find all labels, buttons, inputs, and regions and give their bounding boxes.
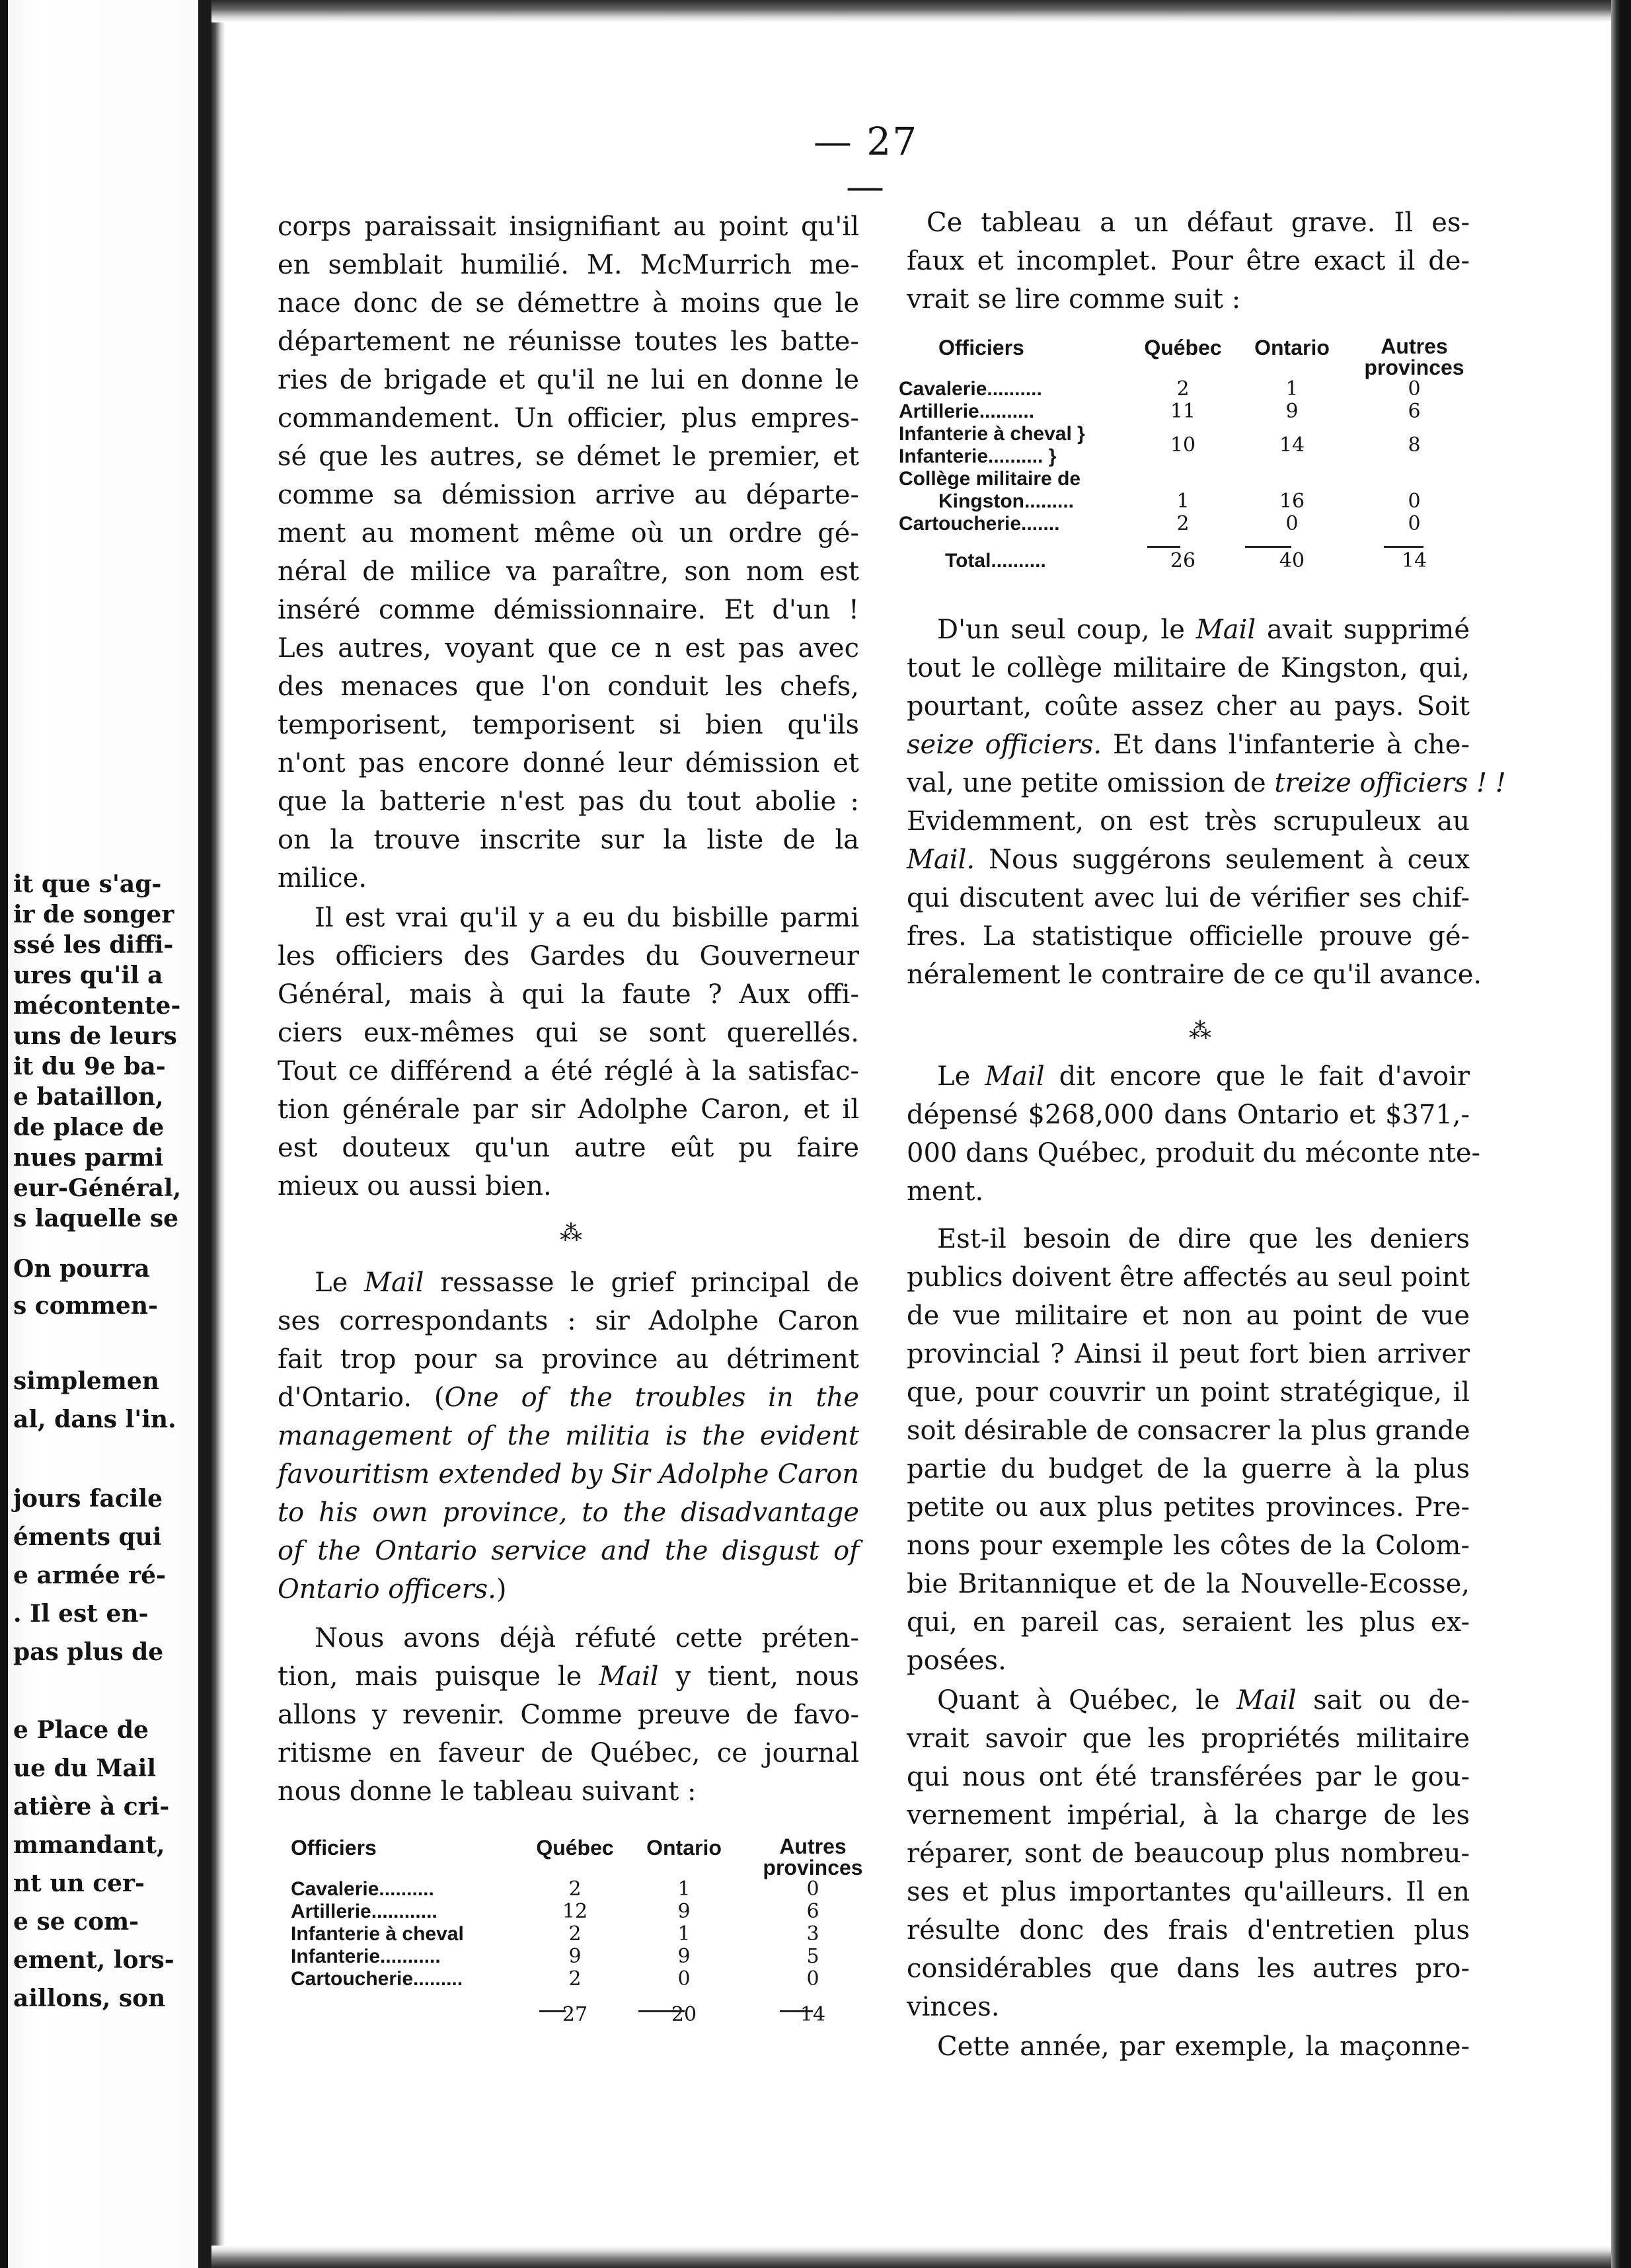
text-line: est douteux qu'un autre eût pu faire — [278, 1133, 859, 1163]
text-line: fres. La statistique officielle prouve gé- — [907, 921, 1470, 952]
text-line: bie Britannique et de la Nouvelle-Ecosse, — [907, 1569, 1470, 1599]
text-line: que la batterie n'est pas du tout abolie : — [278, 786, 859, 817]
text-line: vrait savoir que les propriétés militaire — [907, 1723, 1470, 1754]
cell: 1 — [677, 1922, 691, 1946]
prev-line: s commen- — [13, 1292, 158, 1320]
scan-top-edge — [211, 0, 1626, 22]
text-line: faux et incomplet. Pour être exact il de- — [907, 246, 1470, 276]
text-line: en semblait humilié. M. McMurrich me- — [278, 250, 859, 280]
row-label: Total.......... — [945, 550, 1046, 572]
column-header: Officiers — [938, 336, 1024, 359]
row-label: Collège militaire de — [899, 468, 1081, 490]
text-line: corps paraissait insignifiant au point qu'il — [278, 211, 859, 242]
text-line: 000 dans Québec, produit du méconte nte- — [907, 1138, 1481, 1168]
prev-line: s laquelle se — [13, 1205, 179, 1232]
text-line: les officiers des Gardes du Gouverneur — [278, 941, 859, 971]
cell: 14 — [1401, 549, 1427, 572]
prev-line: nues parmi — [13, 1144, 164, 1172]
total-rule — [539, 2010, 566, 2012]
text-line: que, pour couvrir un point stratégique, il — [907, 1377, 1470, 1408]
prev-line: ures qu'il a — [13, 962, 163, 989]
prev-line: simplemen — [13, 1367, 159, 1395]
text-line: nace donc de se démettre à moins que le — [278, 288, 859, 319]
cell — [1236, 468, 1348, 490]
total-rule — [1245, 546, 1291, 548]
cell: 16 — [1279, 490, 1305, 513]
text-line: posées. — [907, 1645, 1006, 1676]
prev-line: de place de — [13, 1114, 165, 1141]
table-row — [291, 1946, 886, 1968]
text-line: qui, en pareil cas, seraient les plus ex- — [907, 1607, 1470, 1638]
prev-line: al, dans l'in. — [13, 1406, 176, 1433]
cell: 6 — [806, 1900, 819, 1923]
text-line: of the Ontario service and the disgust of — [278, 1536, 859, 1566]
cell: 0 — [1285, 512, 1299, 535]
scan-right-edge — [1611, 0, 1631, 2268]
total-rule — [638, 2010, 685, 2012]
cell: 5 — [806, 1945, 819, 1968]
table-row — [291, 1923, 886, 1946]
prev-line: e se com- — [13, 1908, 139, 1936]
text-line: tout le collège militaire de Kingston, qui, — [907, 653, 1470, 683]
text-line: management of the militia is the evident — [278, 1421, 859, 1451]
text-line: vrait se lire comme suit : — [907, 284, 1241, 315]
column-header: Ontario — [1254, 336, 1330, 359]
text-line: ries de brigade et qu'il ne lui en donne le — [278, 365, 859, 395]
cell: 2 — [568, 1877, 582, 1901]
text-line: D'un seul coup, le Mail avait supprimé — [937, 615, 1470, 645]
table-total-row — [899, 550, 1480, 572]
text-line: considérables que dans les autres pro- — [907, 1953, 1470, 1984]
prev-line: mmandant, — [13, 1831, 165, 1859]
prev-line: ue du Mail — [13, 1755, 157, 1782]
text-line: inséré comme démissionnaire. Et d'un ! — [278, 595, 859, 625]
scan-bottom-edge — [211, 2246, 1626, 2268]
cell: 9 — [677, 1945, 691, 1968]
cell: 9 — [1285, 400, 1299, 423]
text-line: ment. — [907, 1176, 984, 1207]
prev-line: uns de leurs — [13, 1022, 177, 1050]
text-line: Il est vrai qu'il y a eu du bisbille parmi — [315, 903, 859, 933]
table-row — [291, 1968, 886, 1990]
prev-line: On pourra — [13, 1255, 150, 1283]
text-line: ses correspondants : sir Adolphe Caron — [278, 1306, 859, 1336]
text-line: seize officiers. Et dans l'infanterie à che- — [907, 730, 1470, 760]
cell: 9 — [568, 1945, 582, 1968]
table-row — [899, 378, 1480, 400]
text-line: on la trouve inscrite sur la liste de la — [278, 825, 859, 855]
prev-line: jours facile — [13, 1485, 163, 1513]
table-mail — [291, 1836, 886, 2026]
text-line: Général, mais à qui la faute ? Aux offi- — [278, 979, 859, 1010]
text-line: mieux ou aussi bien. — [278, 1171, 552, 1201]
text-line: Quant à Québec, le Mail sait ou de- — [937, 1685, 1470, 1716]
table-corrected — [899, 336, 1480, 572]
text-line: Nous avons déjà réfuté cette préten- — [315, 1623, 859, 1653]
prev-line: e Place de — [13, 1716, 149, 1744]
row-label: Cartoucherie......... — [291, 1968, 463, 1990]
text-line: fait trop pour sa province au détriment — [278, 1344, 859, 1375]
section-separator: ⁂ — [560, 1220, 582, 1246]
prev-line: e armée ré- — [13, 1562, 166, 1589]
text-line: des menaces que l'on conduit les chefs, — [278, 671, 859, 702]
text-line: tion, mais puisque le Mail y tient, nous — [278, 1661, 859, 1692]
column-header: Autres provinces — [1364, 334, 1464, 379]
cell: 12 — [562, 1900, 588, 1923]
book-gutter — [198, 0, 225, 2268]
row-label: Cavalerie.......... — [291, 1878, 434, 1900]
cell: 2 — [568, 1967, 582, 1990]
table-header-row — [291, 1836, 886, 1878]
cell: 14 — [800, 2003, 826, 2026]
prev-line: mécontente- — [13, 992, 181, 1020]
text-line: Mail. Nous suggérons seulement à ceux — [907, 845, 1470, 875]
cell: 40 — [1279, 549, 1305, 572]
text-line: Est-il besoin de dire que les deniers — [937, 1224, 1470, 1254]
text-line: ciers eux-mêmes qui se sont querellés. — [278, 1018, 859, 1048]
prev-line: ir de songer — [13, 901, 174, 928]
total-rule — [1384, 546, 1423, 548]
column-header: Québec — [536, 1836, 614, 1860]
row-label: Kingston......... — [938, 490, 1074, 512]
text-line: qui nous ont été transférées par le gou- — [907, 1762, 1470, 1792]
text-line: milice. — [278, 863, 367, 893]
cell: 6 — [1408, 400, 1421, 423]
text-line: ritisme en faveur de Québec, ce journal — [278, 1738, 859, 1768]
table-header-row — [899, 336, 1480, 378]
text-line: Tout ce différend a été réglé à la satisfac- — [278, 1056, 859, 1086]
text-line: comme sa démission arrive au départe- — [278, 480, 859, 510]
cell: 0 — [806, 1967, 819, 1990]
cell — [1348, 468, 1480, 490]
text-line: réparer, sont de beaucoup plus nombreu- — [907, 1838, 1470, 1869]
cell: 1 — [1176, 490, 1190, 513]
total-rule — [1147, 546, 1180, 548]
scan-left-edge — [0, 0, 8, 2268]
row-label: Infanterie à cheval — [291, 1923, 464, 1945]
text-line: Ontario officers.) — [278, 1574, 507, 1605]
text-line: partie du budget de la guerre à la plus — [907, 1454, 1470, 1484]
text-line: pourtant, coûte assez cher au pays. Soit — [907, 691, 1470, 722]
text-line: de vue militaire et non au point de vue — [907, 1301, 1470, 1331]
text-line: Ce tableau a un défaut grave. Il es- — [927, 208, 1470, 238]
cell: 26 — [1170, 549, 1196, 572]
text-line: Cette année, par exemple, la maçonne- — [937, 2031, 1470, 2062]
cell: 14 — [1279, 434, 1305, 457]
text-line: val, une petite omission de treize officiers ! ! — [907, 768, 1506, 798]
prev-line: atière à cri- — [13, 1793, 170, 1821]
cell: 0 — [806, 1877, 819, 1901]
prev-line: it que s'ag- — [13, 870, 162, 898]
cell: 1 — [677, 1877, 691, 1901]
table-row — [899, 423, 1480, 445]
cell: 10 — [1170, 434, 1196, 457]
table-total-row — [291, 2004, 886, 2026]
cell: 3 — [806, 1922, 819, 1946]
row-label: Cartoucherie....... — [899, 513, 1060, 535]
table-row — [899, 468, 1480, 490]
cell: 0 — [1408, 377, 1421, 400]
text-line: dépensé $268,000 dans Ontario et $371,- — [907, 1100, 1470, 1130]
cell: 0 — [1408, 512, 1421, 535]
prev-line: e bataillon, — [13, 1083, 164, 1111]
text-line: tion générale par sir Adolphe Caron, et il — [278, 1094, 859, 1125]
table-row — [291, 1878, 886, 1901]
cell: 0 — [1408, 490, 1421, 513]
row-label: Cavalerie.......... — [899, 378, 1042, 400]
text-line: nous donne le tableau suivant : — [278, 1776, 697, 1807]
table-row — [899, 490, 1480, 513]
text-line: provincial ? Ainsi il peut fort bien arriver — [907, 1339, 1470, 1369]
cell: 2 — [1176, 512, 1190, 535]
text-line: résulte donc des frais d'entretien plus — [907, 1915, 1470, 1946]
text-line: département ne réunisse toutes les batte- — [278, 326, 859, 357]
section-separator: ⁂ — [1189, 1018, 1211, 1044]
cell: 27 — [562, 2003, 588, 2026]
table-row — [899, 513, 1480, 535]
text-line: nons pour exemple les côtes de la Colom- — [907, 1531, 1470, 1561]
cell: 11 — [1170, 400, 1196, 423]
text-line: ment au moment même où un ordre gé- — [278, 518, 859, 548]
text-line: allons y revenir. Comme preuve de favo- — [278, 1700, 859, 1730]
cell: 20 — [671, 2003, 697, 2026]
text-line: Le Mail dit encore que le fait d'avoir — [937, 1061, 1470, 1092]
text-line: d'Ontario. (One of the troubles in the — [278, 1382, 859, 1413]
prev-line: pas plus de — [13, 1638, 164, 1666]
prev-line: eur-Général, — [13, 1174, 182, 1202]
column-header: Officiers — [291, 1836, 377, 1860]
cell: 2 — [568, 1922, 582, 1946]
text-line: n'ont pas encore donné leur démission et — [278, 748, 859, 778]
prev-line: . Il est en- — [13, 1600, 149, 1628]
text-line: Le Mail ressasse le grief principal de — [315, 1267, 859, 1298]
cell — [1130, 468, 1236, 490]
row-label: Infanterie.......... } — [899, 445, 1057, 467]
cell: 9 — [677, 1900, 691, 1923]
text-line: qui discutent avec lui de vérifier ses chif- — [907, 883, 1470, 913]
text-line: néral de milice va paraître, son nom est — [278, 556, 859, 587]
column-header: Québec — [1144, 336, 1222, 359]
text-line: ses et plus importantes qu'ailleurs. Il en — [907, 1877, 1470, 1907]
text-line: néralement le contraire de ce qu'il avance. — [907, 960, 1482, 990]
table-row — [291, 1901, 886, 1923]
total-rule — [780, 2010, 813, 2012]
text-line: Evidemment, on est très scrupuleux au — [907, 806, 1470, 837]
text-line: vernement impérial, à la charge de les — [907, 1800, 1470, 1831]
text-line: favouritism extended by Sir Adolphe Caron — [278, 1459, 859, 1490]
row-label: Artillerie.......... — [899, 400, 1035, 422]
prev-line: aillons, son — [13, 1984, 166, 2012]
prev-line: éments qui — [13, 1523, 162, 1551]
column-header: Ontario — [646, 1836, 722, 1860]
page-number: — 27 — — [813, 119, 919, 209]
text-line: publics doivent être affectés au seul point — [907, 1262, 1470, 1293]
column-header: Autres provinces — [763, 1834, 863, 1879]
text-line: temporisent, temporisent si bien qu'ils — [278, 710, 859, 740]
prev-line: ement, lors- — [13, 1946, 174, 1974]
text-line: vinces. — [907, 1992, 1000, 2022]
text-line: commandement. Un officier, plus empres- — [278, 403, 859, 434]
text-line: soit désirable de consacrer la plus grande — [907, 1416, 1470, 1446]
table-row — [899, 400, 1480, 423]
cell: 8 — [1408, 434, 1421, 457]
row-label: Infanterie........... — [291, 1946, 441, 1967]
text-line: Les autres, voyant que ce n est pas avec — [278, 633, 859, 663]
row-label — [291, 2004, 522, 2026]
row-label: Infanterie à cheval } — [899, 423, 1085, 445]
table-spacer — [291, 1990, 886, 2004]
text-line: petite ou aux plus petites provinces. Pre- — [907, 1492, 1470, 1523]
text-line: to his own province, to the disadvantage — [278, 1497, 859, 1528]
text-line: sé que les autres, se démet le premier, et — [278, 441, 859, 472]
prev-line: ssé les diffi- — [13, 931, 174, 959]
row-label: Artillerie............ — [291, 1901, 437, 1922]
prev-line: nt un cer- — [13, 1870, 145, 1897]
prev-line: it du 9e ba- — [13, 1053, 166, 1080]
cell: 2 — [1176, 377, 1190, 400]
cell: 0 — [677, 1967, 691, 1990]
cell: 1 — [1285, 377, 1299, 400]
